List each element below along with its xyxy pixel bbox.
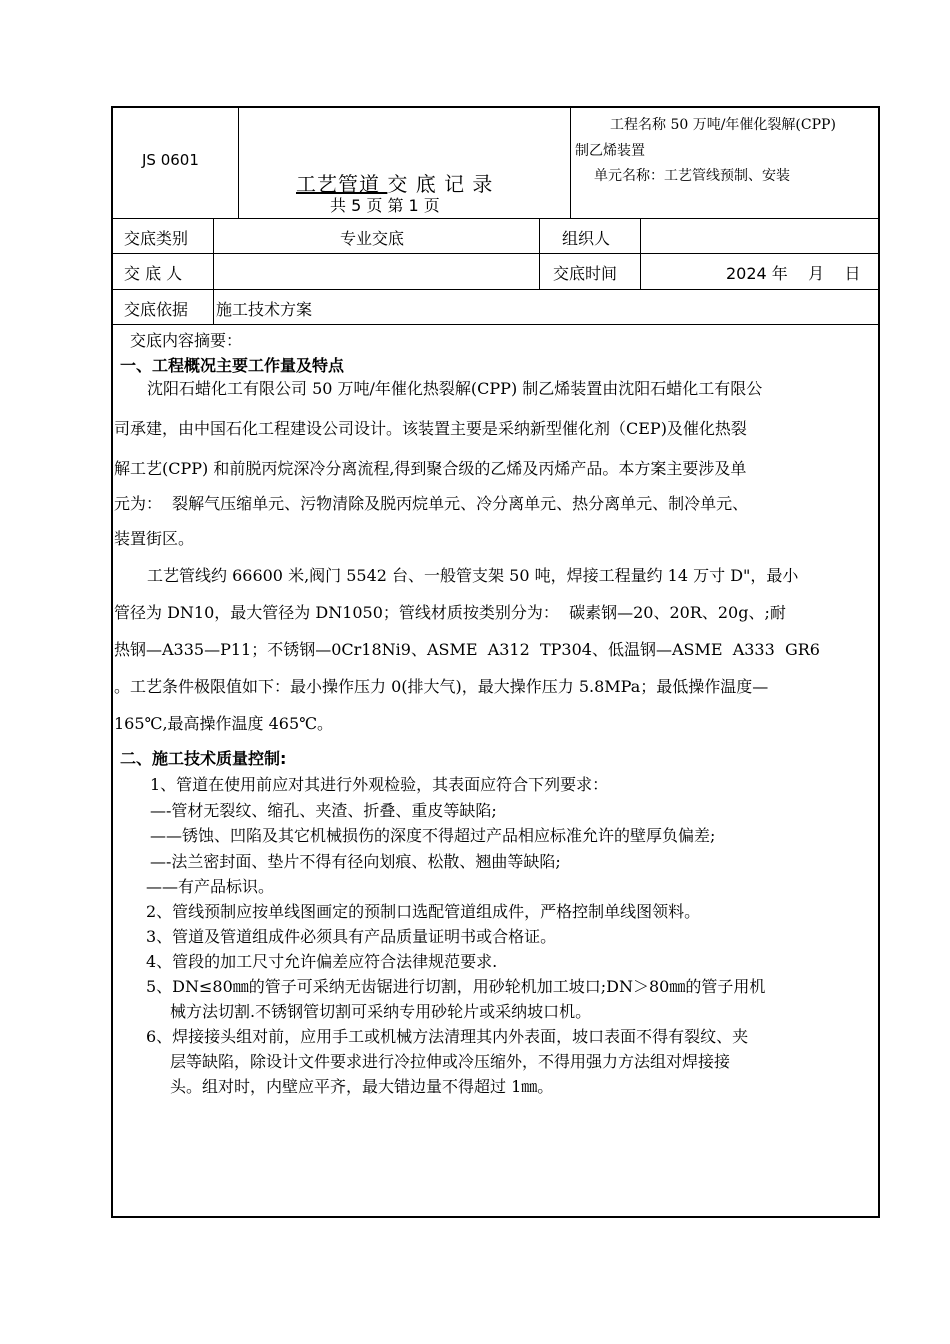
section2-line-8: 4、管段的加工尺寸允许偏差应符合法律规范要求. — [146, 952, 498, 971]
doc-title-main: 交 底 记 录 — [387, 172, 494, 196]
section2-line-3: ——锈蚀、凹陷及其它机械损伤的深度不得超过产品相应标准允许的壁厚负偏差; — [150, 826, 716, 845]
section1-line-3: 解工艺(CPP) 和前脱丙烷深冷分离流程,得到聚合级的乙烯及丙烯产品。本方案主要涉及单 — [114, 459, 747, 478]
mid-column-line — [539, 218, 540, 289]
section2-line-5: ——有产品标识。 — [146, 877, 275, 896]
time-value: 2024 年 月 日 — [726, 264, 861, 283]
label-column-line — [213, 218, 214, 324]
category-value: 专业交底 — [340, 229, 405, 248]
section1-line-1: 沈阳石蜡化工有限公司 50 万吨/年催化热裂解(CPP) 制乙烯装置由沈阳石蜡化工有限公 — [147, 379, 763, 398]
header-divider-2 — [570, 106, 571, 218]
section1-line-10: 165℃,最高操作温度 465℃。 — [114, 714, 334, 733]
section2-line-11: 6、焊接接头组对前，应用手工或机械方法清理其内外表面，坡口表面不得有裂纹、夹 — [146, 1027, 749, 1046]
section1-line-8: 热钢—A335—P11；不锈钢—0Cr18Ni9、ASME A312 TP304、低温钢—ASME A333 GR6 — [114, 640, 820, 659]
row-line-3 — [111, 289, 880, 290]
section2-line-13: 头。组对时，内壁应平齐，最大错边量不得超过 1㎜。 — [170, 1077, 554, 1096]
summary-label: 交底内容摘要： — [130, 331, 243, 350]
presenter-label: 交 底 人 — [124, 264, 183, 283]
project-name-cont: 制乙烯装置 — [575, 143, 645, 159]
basis-label: 交底依据 — [124, 300, 189, 319]
row-line-1 — [111, 218, 880, 219]
section2-line-9: 5、DN≤80㎜的管子可采纳无齿锯进行切割，用砂轮机加工坡口;DN＞80㎜的管子用机 — [146, 977, 766, 996]
section1-title: 一、工程概况主要工作量及特点 — [120, 356, 345, 375]
header-divider-1 — [238, 106, 239, 218]
section1-line-5: 装置街区。 — [114, 529, 195, 548]
section1-line-9: 。工艺条件极限值如下：最小操作压力 0(排大气)，最大操作压力 5.8MPa；最低操作温度— — [114, 677, 769, 696]
section2-title: 二、施工技术质量控制: — [120, 749, 287, 768]
right-column-line — [640, 218, 641, 289]
project-name: 工程名称 50 万吨/年催化裂解(CPP) — [610, 117, 836, 133]
category-label: 交底类别 — [124, 229, 189, 248]
section1-line-2: 司承建，由中国石化工程建设公司设计。该装置主要是采纳新型催化剂（CEP)及催化热裂 — [114, 419, 747, 438]
doc-code: JS 0601 — [142, 151, 199, 169]
section2-line-4: —-法兰密封面、垫片不得有径向划痕、松散、翘曲等缺陷; — [150, 852, 561, 871]
section2-line-1: 1、管道在使用前应对其进行外观检验，其表面应符合下列要求： — [150, 775, 609, 794]
section2-line-6: 2、管线预制应按单线图画定的预制口选配管道组成件，严格控制单线图领料。 — [146, 902, 701, 921]
row-line-2 — [111, 253, 880, 254]
section1-line-7: 管径为 DN10，最大管径为 DN1050；管线材质按类别分为： 碳素钢—20、20R、20g、;耐 — [114, 603, 786, 622]
section2-line-2: —-管材无裂纹、缩孔、夹渣、折叠、重皮等缺陷; — [150, 801, 497, 820]
basis-value: 施工技术方案 — [216, 300, 313, 319]
doc-title-subject: 工艺管道 — [296, 172, 388, 196]
unit-name: 单元名称：工艺管线预制、安装 — [594, 168, 790, 184]
section2-line-10: 械方法切割.不锈钢管切割可采纳专用砂轮片或采纳坡口机。 — [170, 1002, 592, 1021]
row-line-4 — [111, 324, 880, 325]
section1-line-4: 元为： 裂解气压缩单元、污物清除及脱丙烷单元、冷分离单元、热分离单元、制冷单元、 — [114, 494, 749, 513]
section2-line-12: 层等缺陷，除设计文件要求进行冷拉伸或冷压缩外，不得用强力方法组对焊接接 — [170, 1052, 731, 1071]
organizer-label: 组织人 — [562, 229, 611, 248]
page-info: 共 5 页 第 1 页 — [330, 196, 440, 215]
section1-line-6: 工艺管线约 66600 米,阀门 5542 台、一般管支架 50 吨，焊接工程量约 14 万寸 D"，最小 — [147, 566, 799, 585]
section2-line-7: 3、管道及管道组成件必须具有产品质量证明书或合格证。 — [146, 927, 557, 946]
time-label: 交底时间 — [553, 264, 618, 283]
